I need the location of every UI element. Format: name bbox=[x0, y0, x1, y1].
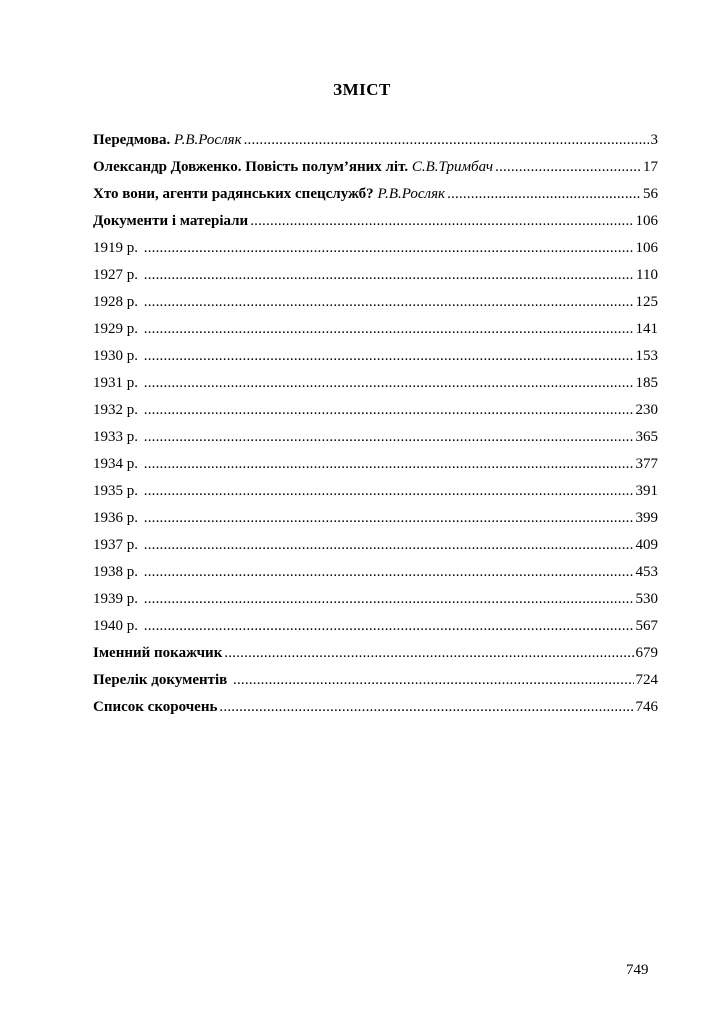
toc-entry bbox=[93, 424, 658, 451]
toc-entry-title: 1929 р. bbox=[93, 321, 138, 337]
dot-leader bbox=[144, 586, 634, 613]
dot-leader bbox=[144, 613, 634, 640]
dot-leader bbox=[144, 397, 634, 424]
toc-entry bbox=[93, 532, 658, 559]
toc-entry bbox=[93, 640, 658, 667]
dot-leader bbox=[233, 667, 633, 694]
dot-leader bbox=[224, 640, 633, 667]
toc-entry bbox=[93, 181, 658, 208]
toc-entry-page: 110 bbox=[636, 267, 658, 283]
toc-entry-page: 453 bbox=[635, 564, 658, 580]
toc-entry-title: 1938 р. bbox=[93, 564, 138, 580]
toc-entry-page: 185 bbox=[635, 375, 658, 391]
toc-entry bbox=[93, 613, 658, 640]
toc-entry-page: 724 bbox=[635, 672, 658, 688]
dot-leader bbox=[144, 370, 634, 397]
toc-entry-page: 530 bbox=[635, 591, 658, 607]
toc-entry-page: 153 bbox=[635, 348, 658, 364]
toc-entry-title: Іменний покажчик bbox=[93, 645, 223, 661]
toc-entry-page: 56 bbox=[643, 186, 658, 202]
toc-entry-author: Р.В.Росляк bbox=[173, 132, 242, 148]
toc-entry-title: 1933 р. bbox=[93, 429, 138, 445]
toc-entry-page: 746 bbox=[635, 699, 658, 715]
toc-entry-title: Перелік документів bbox=[93, 672, 228, 688]
dot-leader bbox=[144, 343, 634, 370]
toc-entry bbox=[93, 208, 658, 235]
page-title: ЗМІСТ bbox=[333, 80, 391, 99]
toc-entry-title: 1936 р. bbox=[93, 510, 138, 526]
toc-entry-title: 1940 р. bbox=[93, 618, 138, 634]
toc-entry-title: Олександр Довженко. Повість полум’яних літ. bbox=[93, 159, 409, 175]
toc-entry-title: Хто вони, агенти радянських спецслужб? bbox=[93, 186, 374, 202]
dot-leader bbox=[144, 559, 634, 586]
toc-entry-page: 106 bbox=[635, 213, 658, 229]
dot-leader bbox=[144, 235, 634, 262]
toc-entry-page: 409 bbox=[635, 537, 658, 553]
toc-entry-title: 1919 р. bbox=[93, 240, 138, 256]
toc-entry-title: 1939 р. bbox=[93, 591, 138, 607]
toc-entry-author: С.В.Тримбач bbox=[411, 159, 494, 175]
dot-leader bbox=[447, 181, 641, 208]
toc-entry-page: 399 bbox=[635, 510, 658, 526]
dot-leader bbox=[144, 478, 634, 505]
dot-leader bbox=[144, 505, 634, 532]
toc-entry-page: 567 bbox=[635, 618, 658, 634]
toc-entry bbox=[93, 343, 658, 370]
toc-entry bbox=[93, 397, 658, 424]
toc-entry bbox=[93, 559, 658, 586]
dot-leader bbox=[144, 424, 634, 451]
toc-entry-title: 1927 р. bbox=[93, 267, 138, 283]
toc-entry-page: 106 bbox=[635, 240, 658, 256]
dot-leader bbox=[495, 154, 641, 181]
toc-entry bbox=[93, 370, 658, 397]
dot-leader bbox=[219, 694, 633, 721]
toc-entry bbox=[93, 316, 658, 343]
toc-entry bbox=[93, 127, 658, 154]
toc-entry-title: 1932 р. bbox=[93, 402, 138, 418]
dot-leader bbox=[144, 289, 634, 316]
toc-entry-title: Список скорочень bbox=[93, 699, 218, 715]
toc-entry-title: 1930 р. bbox=[93, 348, 138, 364]
toc-entry bbox=[93, 505, 658, 532]
dot-leader bbox=[144, 451, 634, 478]
toc-entry-title: 1935 р. bbox=[93, 483, 138, 499]
toc-entry-title: Документи і матеріали bbox=[93, 213, 249, 229]
toc-entry-title: 1937 р. bbox=[93, 537, 138, 553]
toc-entry bbox=[93, 154, 658, 181]
toc-entry bbox=[93, 262, 658, 289]
toc-entry-page: 230 bbox=[635, 402, 658, 418]
toc-entry-page: 17 bbox=[643, 159, 658, 175]
toc-entry-author: Р.В.Росляк bbox=[377, 186, 446, 202]
toc-entry-title: Передмова. bbox=[93, 132, 171, 148]
toc-entry bbox=[93, 235, 658, 262]
toc-entry-page: 679 bbox=[635, 645, 658, 661]
dot-leader bbox=[250, 208, 633, 235]
toc-entry-title: 1931 р. bbox=[93, 375, 138, 391]
toc-entry bbox=[93, 667, 658, 694]
dot-leader bbox=[144, 316, 634, 343]
toc-entry-page: 3 bbox=[650, 132, 658, 148]
toc-entry-page: 365 bbox=[635, 429, 658, 445]
toc-entry bbox=[93, 586, 658, 613]
table-of-contents bbox=[93, 127, 658, 721]
toc-entry bbox=[93, 289, 658, 316]
toc-entry bbox=[93, 478, 658, 505]
toc-entry-title: 1934 р. bbox=[93, 456, 138, 472]
toc-entry-page: 391 bbox=[635, 483, 658, 499]
toc-entry-title: 1928 р. bbox=[93, 294, 138, 310]
toc-entry bbox=[93, 694, 658, 721]
toc-entry-page: 377 bbox=[635, 456, 658, 472]
page-number: 749 bbox=[626, 962, 649, 978]
dot-leader bbox=[144, 262, 634, 289]
toc-entry-page: 141 bbox=[635, 321, 658, 337]
dot-leader bbox=[144, 532, 634, 559]
toc-entry bbox=[93, 451, 658, 478]
dot-leader bbox=[244, 127, 649, 154]
toc-entry-page: 125 bbox=[635, 294, 658, 310]
